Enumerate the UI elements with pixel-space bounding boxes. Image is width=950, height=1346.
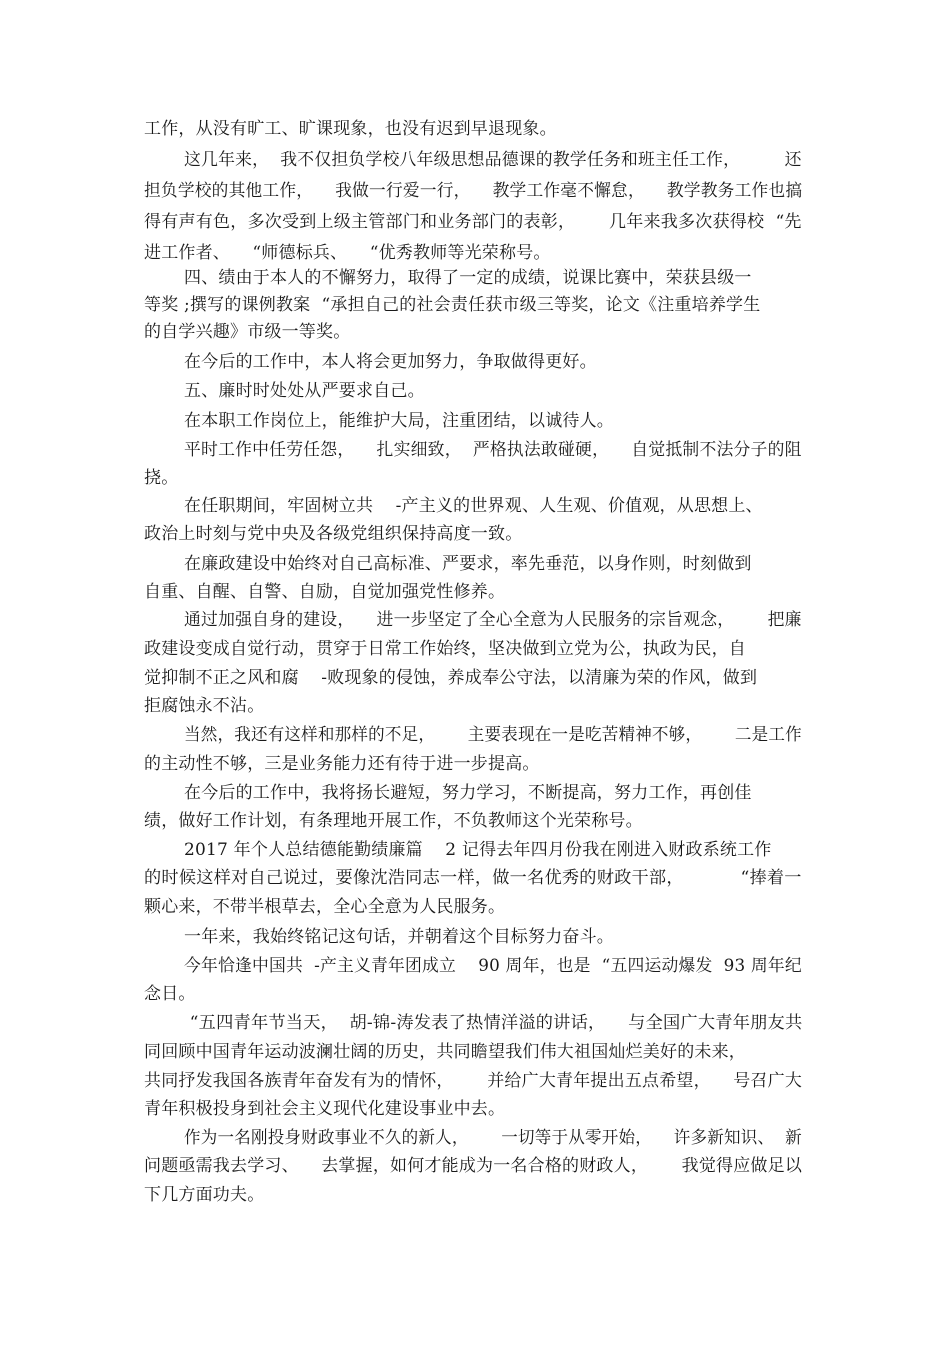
text-line: 2017 年个人总结德能勤绩廉篇 2 记得去年四月份我在刚进入财政系统工作	[184, 840, 772, 860]
text-line: 的主动性不够，三是业务能力还有待于进一步提高。	[144, 754, 540, 774]
text-line: “五四青年节当天， 胡-锦-涛发表了热情洋溢的讲话， 与全国广大青年朋友共	[184, 1013, 803, 1033]
text-line: 政建设变成自觉行动，贯穿于日常工作始终，坚决做到立党为公，执政为民，自	[144, 639, 746, 659]
text-line: 自重、自醒、自警、自励，自觉加强党性修养。	[144, 582, 506, 602]
text-line: 在任职期间，牢固树立共 -产主义的世界观、人生观、价值观，从思想上、	[184, 496, 763, 516]
text-line: 觉抑制不正之风和腐 -败现象的侵蚀，养成奉公守法，以清廉为荣的作风，做到	[144, 668, 758, 688]
text-line: 在廉政建设中始终对自己高标准、严要求，率先垂范，以身作则，时刻做到	[184, 554, 752, 574]
text-line: 下几方面功夫。	[144, 1185, 265, 1205]
text-line: 通过加强自身的建设， 进一步坚定了全心全意为人民服务的宗旨观念， 把廉	[184, 610, 802, 630]
text-line: 问题亟需我去学习、 去掌握，如何才能成为一名合格的财政人， 我觉得应做足以	[144, 1156, 803, 1176]
text-line: 在本职工作岗位上，能维护大局，注重团结，以诚待人。	[184, 411, 614, 431]
text-line: 在今后的工作中，我将扬长避短，努力学习，不断提高，努力工作，再创佳	[184, 783, 752, 803]
text-line: 得有声有色，多次受到上级主管部门和业务部门的表彰， 几年来我多次获得校 “先	[144, 212, 802, 232]
text-line: 这几年来， 我不仅担负学校八年级思想品德课的教学任务和班主任工作， 还	[184, 150, 802, 170]
text-line: 平时工作中任劳任怨， 扎实细致， 严格执法敢碰硬， 自觉抵制不法分子的阻	[184, 440, 802, 460]
text-line: 挠。	[144, 468, 179, 488]
text-line: 颗心来，不带半根草去，全心全意为人民服务。	[144, 897, 506, 917]
text-line: 共同抒发我国各族青年奋发有为的情怀， 并给广大青年提出五点希望， 号召广大	[144, 1071, 803, 1091]
text-line: 念日。	[144, 984, 196, 1004]
text-line: 同回顾中国青年运动波澜壮阔的历史，共同瞻望我们伟大祖国灿烂美好的未来，	[144, 1042, 746, 1062]
text-line: 的自学兴趣》市级一等奖。	[144, 322, 351, 342]
text-line: 等奖 ;撰写的课例教案 “承担自己的社会责任获市级三等奖，论文《注重培养学生	[144, 295, 761, 315]
text-line: 青年积极投身到社会主义现代化建设事业中去。	[144, 1099, 506, 1119]
text-line: 进工作者、 “师德标兵、 “优秀教师等光荣称号。	[144, 243, 551, 263]
text-line: 拒腐蚀永不沾。	[144, 696, 265, 716]
text-line: 在今后的工作中，本人将会更加努力，争取做得更好。	[184, 352, 597, 372]
text-line: 一年来，我始终铭记这句话，并朝着这个目标努力奋斗。	[184, 927, 614, 947]
text-line: 今年恰逢中国共 -产主义青年团成立 90 周年，也是 “五四运动爆发 93 周年纪	[184, 956, 802, 976]
text-line: 四、绩由于本人的不懈努力，取得了一定的成绩，说课比赛中，荣获县级一	[184, 268, 752, 288]
text-line: 五、廉时时处处从严要求自己。	[184, 381, 425, 401]
text-line: 绩，做好工作计划，有条理地开展工作，不负教师这个光荣称号。	[144, 811, 643, 831]
text-line: 作为一名刚投身财政事业不久的新人， 一切等于从零开始， 许多新知识、 新	[184, 1128, 802, 1148]
text-line: 工作，从没有旷工、旷课现象，也没有迟到早退现象。	[144, 119, 557, 139]
text-line: 当然，我还有这样和那样的不足， 主要表现在一是吃苦精神不够， 二是工作	[184, 725, 802, 745]
text-line: 的时候这样对自己说过，要像沈浩同志一样，做一名优秀的财政干部， “捧着一	[144, 868, 802, 888]
text-line: 担负学校的其他工作， 我做一行爱一行， 教学工作毫不懈怠， 教学教务工作也搞	[144, 181, 803, 201]
text-line: 政治上时刻与党中央及各级党组织保持高度一致。	[144, 524, 523, 544]
